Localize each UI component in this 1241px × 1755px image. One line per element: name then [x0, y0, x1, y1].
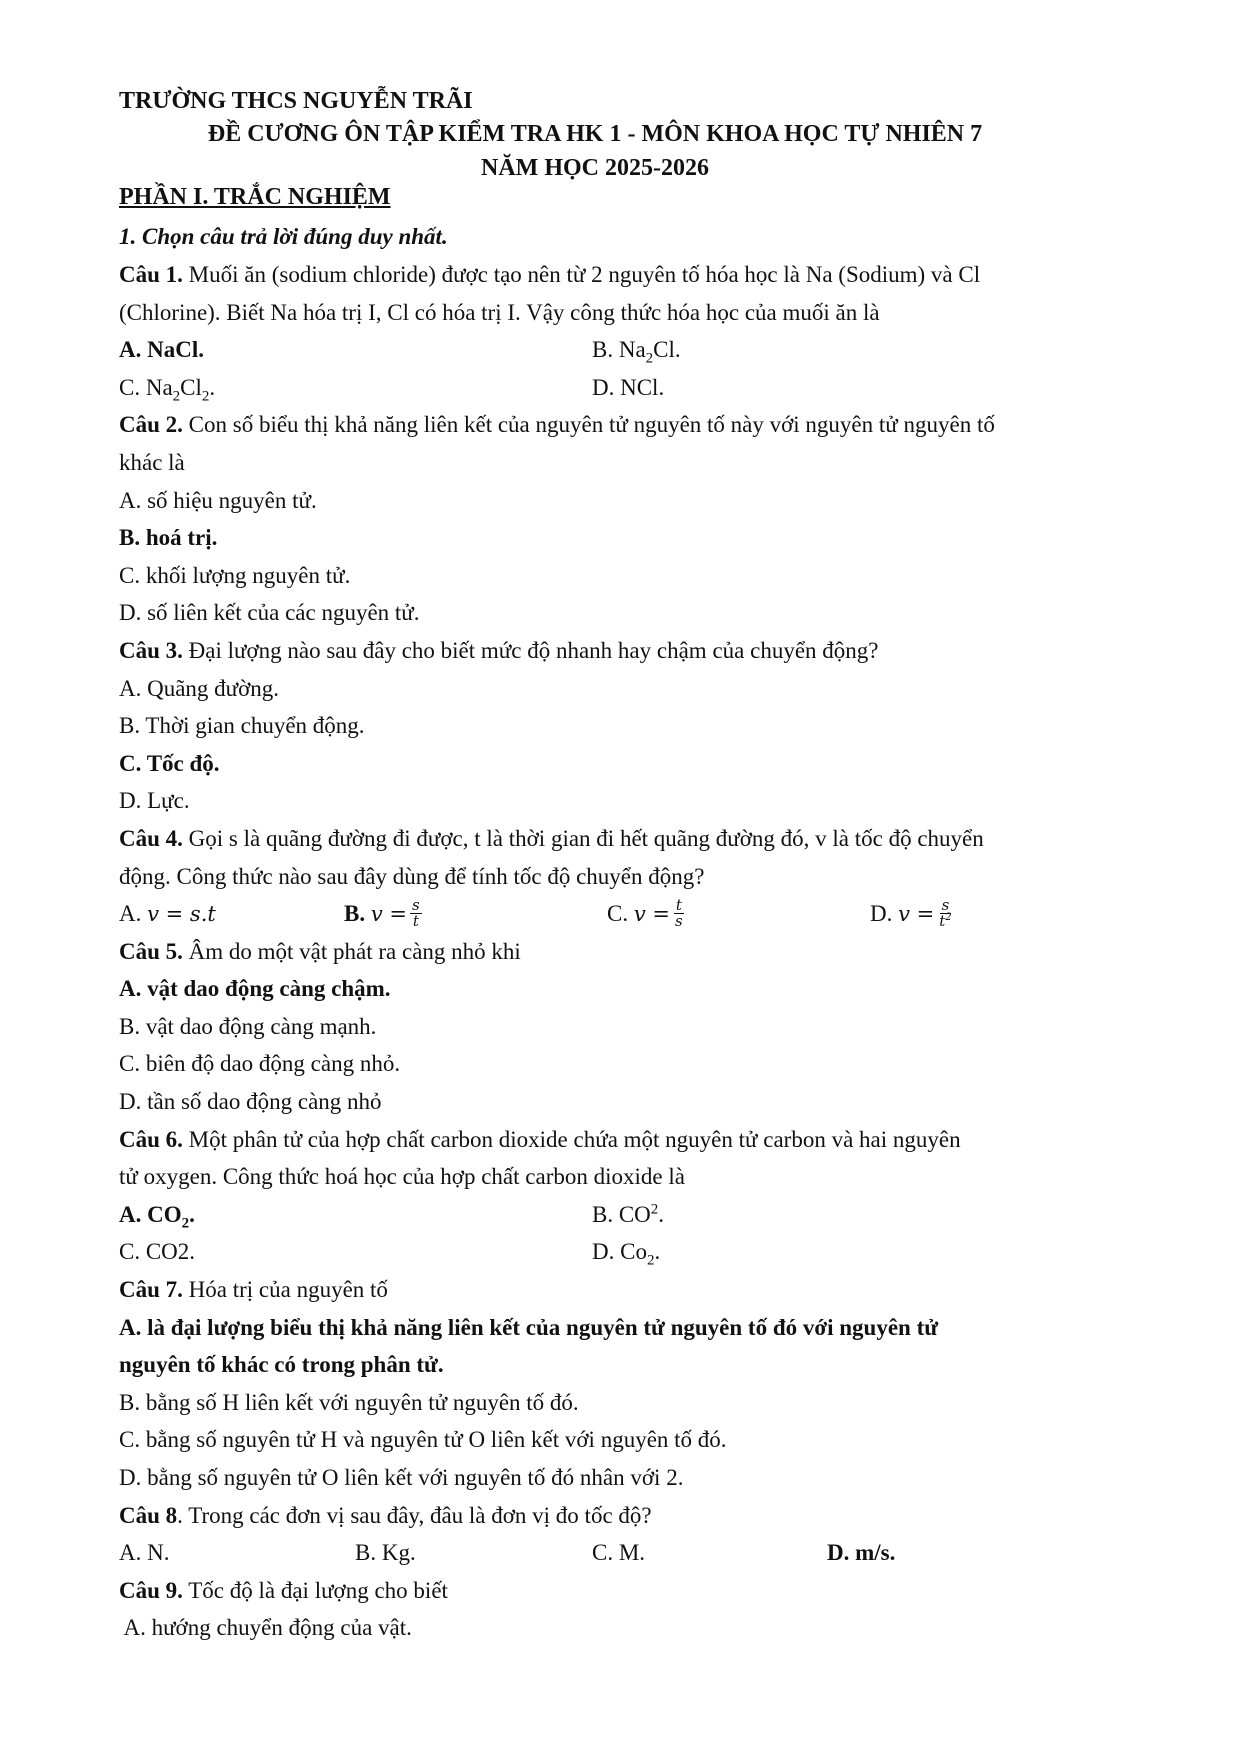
question-4-stem: [119, 820, 1169, 858]
question-label: Câu 4.: [119, 825, 183, 851]
option-b: B. $CO^2$.: [592, 1201, 665, 1227]
option-c: C. $Na_2Cl_2$.: [119, 374, 216, 405]
fraction: $\frac{t}{s}$: [674, 896, 683, 931]
option-d: D. số liên kết của các nguyên tử.: [119, 600, 420, 626]
school-name: TRƯỜNG THCS NGUYỄN TRÃI: [119, 88, 473, 114]
fraction: $\frac{s}{t^2}$: [939, 896, 952, 931]
question-label: Câu 9.: [119, 1577, 183, 1603]
school-year: NĂM HỌC 2025-2026: [481, 155, 709, 181]
option-c: C. biên độ dao động càng nhỏ.: [119, 1051, 401, 1077]
question-5-stem: [119, 933, 1169, 971]
option-a: A. N.: [119, 1540, 170, 1566]
option-c: C. khối lượng nguyên tử.: [119, 562, 351, 588]
question-text: Đại lượng nào sau đây cho biết mức độ nhanh hay chậm của chuyển động?: [182, 637, 879, 663]
question-label: Câu 3.: [119, 637, 183, 663]
question-label: Câu 5.: [119, 938, 183, 964]
question-8-stem: [119, 1497, 1169, 1535]
question-text: Âm do một vật phát ra càng nhỏ khi: [182, 938, 521, 964]
option-d: D. tần số dao động càng nhỏ: [119, 1089, 382, 1115]
question-9-stem: [119, 1572, 1169, 1610]
question-3-stem: [119, 632, 1169, 670]
option-d: D. v = $\frac{s}{t^2}$: [870, 896, 952, 931]
formula: v = s.t: [147, 902, 216, 927]
question-1-options-row-1: [119, 331, 1169, 369]
option-b: B. hoá trị.: [119, 525, 218, 551]
question-2-stem: [119, 406, 1169, 444]
question-label: Câu 8: [119, 1502, 178, 1528]
instruction: 1. Chọn câu trả lời đúng duy nhất.: [119, 224, 448, 249]
option-b: B. Thời gian chuyển động.: [119, 713, 365, 739]
question-text: Tốc độ là đại lượng cho biết: [182, 1577, 448, 1603]
option-d: D. NCl.: [592, 374, 665, 400]
option-d: D. m/s.: [827, 1540, 896, 1566]
question-6-stem-cont: tử oxygen. Công thức hoá học của hợp chất carbon dioxide là: [119, 1164, 685, 1190]
option-b: B. vật dao động càng mạnh.: [119, 1013, 377, 1039]
option-c: C. M.: [592, 1540, 646, 1566]
question-label: Câu 6.: [119, 1126, 183, 1152]
option-d: D. bằng số nguyên tử O liên kết với nguyên tố đó nhân với 2.: [119, 1465, 684, 1490]
question-list: [119, 256, 1169, 1647]
option-a-cont: nguyên tố khác có trong phân tử.: [119, 1352, 444, 1378]
question-text: Gọi s là quãng đường đi được, t là thời gian đi hết quãng đường đó, v là tốc độ chuyển: [182, 825, 984, 851]
question-6-options-row-1: [119, 1196, 1169, 1234]
document-title: ĐỀ CƯƠNG ÔN TẬP KIỂM TRA HK 1 - MÔN KHOA HỌC TỰ NHIÊN 7: [207, 121, 983, 147]
question-label: Câu 7.: [119, 1277, 183, 1303]
option-a: A. là đại lượng biểu thị khả năng liên kết của nguyên tử nguyên tố đó với nguyên tử: [119, 1314, 939, 1340]
question-text: Hóa trị của nguyên tố: [182, 1277, 388, 1303]
question-2-stem-cont: khác là: [119, 449, 185, 475]
fraction: $\frac{s}{t}$: [411, 896, 420, 931]
question-1-stem: [119, 256, 1169, 294]
question-6-options-row-2: [119, 1233, 1169, 1271]
option-a: A. Quãng đường.: [119, 675, 280, 701]
option-a: A. v = s.t: [119, 901, 216, 927]
question-label: Câu 1.: [119, 262, 183, 287]
question-1-stem-cont: (Chlorine). Biết Na hóa trị I, Cl có hóa trị I. Vậy công thức hóa học của muối ăn là: [119, 299, 880, 325]
question-text: Muối ăn (sodium chloride) được tạo nên từ 2 nguyên tố hóa học là Na (Sodium) và Cl: [182, 262, 981, 287]
option-c: C. bằng số nguyên tử H và nguyên tử O liên kết với nguyên tố đó.: [119, 1427, 727, 1453]
question-4-options: [119, 895, 1169, 933]
option-d: D. Lực.: [119, 788, 190, 814]
option-a: A. vật dao động càng chậm.: [119, 976, 391, 1002]
question-4-stem-cont: động. Công thức nào sau đây dùng để tính tốc độ chuyển động?: [119, 863, 705, 889]
question-8-options: [119, 1534, 1169, 1572]
option-c: C. Tốc độ.: [119, 750, 220, 776]
question-label: Câu 2.: [119, 412, 183, 438]
option-b: B. Kg.: [355, 1540, 416, 1566]
section-heading: PHẦN I. TRẮC NGHIỆM: [119, 184, 391, 210]
option-b: B. $Na_2Cl$.: [592, 337, 681, 367]
question-1-options-row-2: [119, 369, 1169, 407]
option-b: B. bằng số H liên kết với nguyên tử nguyên tố đó.: [119, 1389, 579, 1415]
option-c: C. v = $\frac{t}{s}$: [607, 896, 683, 931]
option-a: A. $CO_2$.: [119, 1201, 195, 1232]
option-d: D. $Co_2$.: [592, 1239, 661, 1270]
option-c: C. CO2.: [119, 1239, 196, 1265]
question-6-stem: [119, 1121, 1169, 1159]
option-a: A. NaCl.: [119, 337, 204, 363]
question-text: Con số biểu thị khả năng liên kết của nguyên tử nguyên tố này với nguyên tử nguyên tố: [182, 412, 995, 438]
option-a: A. số hiệu nguyên tử.: [119, 487, 317, 513]
option-b: B. v = $\frac{s}{t}$: [344, 896, 420, 931]
option-a: A. hướng chuyển động của vật.: [119, 1615, 412, 1641]
question-7-stem: [119, 1271, 1169, 1309]
question-text: Một phân tử của hợp chất carbon dioxide chứa một nguyên tử carbon và hai nguyên: [182, 1126, 961, 1152]
question-text: . Trong các đơn vị sau đây, đâu là đơn vị đo tốc độ?: [177, 1502, 652, 1528]
